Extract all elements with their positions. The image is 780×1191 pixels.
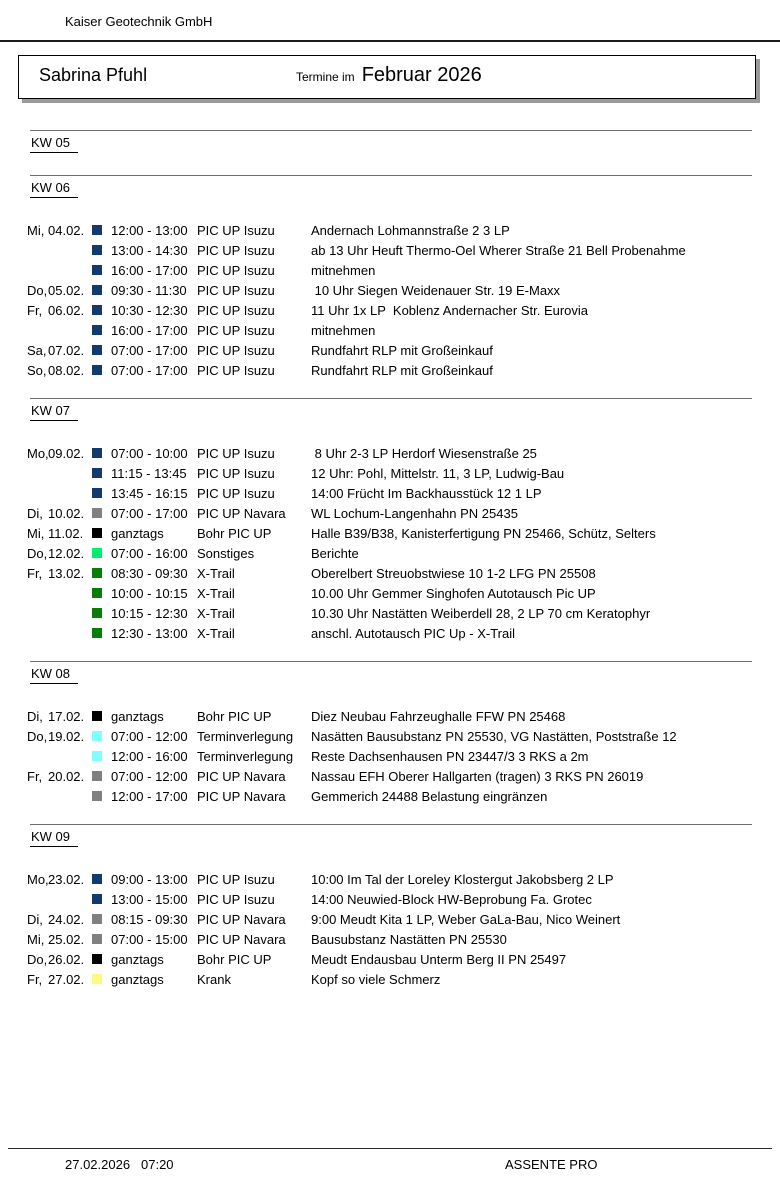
entry-color-cell <box>92 508 111 518</box>
entry-description: 9:00 Meudt Kita 1 LP, Weber GaLa-Bau, Nico Weinert <box>311 911 621 927</box>
entry-time: 10:30 - 12:30 <box>111 302 188 318</box>
entry-color-cell <box>92 245 111 255</box>
entry-description: 11 Uhr 1x LP Koblenz Andernacher Str. Eurovia <box>311 302 589 318</box>
entry-description: 10.30 Uhr Nastätten Weiberdell 28, 2 LP 70 cm Keratophyr <box>311 605 651 621</box>
schedule-row <box>27 969 752 989</box>
category-color-icon <box>92 365 102 375</box>
entry-date: 19.02. <box>48 728 85 744</box>
category-color-icon <box>92 285 102 295</box>
week-label: KW 09 <box>30 829 78 847</box>
entry-time: 12:00 - 17:00 <box>111 788 188 804</box>
week-label: KW 06 <box>30 180 78 198</box>
week-label: KW 07 <box>30 403 78 421</box>
schedule-row <box>27 320 752 340</box>
entry-color-cell <box>92 628 111 638</box>
entry-description: Oberelbert Streuobstwiese 10 1-2 LFG PN 25508 <box>311 565 596 581</box>
schedule-row <box>27 869 752 889</box>
category-color-icon <box>92 751 102 761</box>
entry-date: 23.02. <box>48 871 85 887</box>
entry-description: Meudt Endausbau Unterm Berg II PN 25497 <box>311 951 567 967</box>
entry-time: 08:30 - 09:30 <box>111 565 188 581</box>
entry-time: 16:00 - 17:00 <box>111 322 188 338</box>
entry-description: 10.00 Uhr Gemmer Singhofen Autotausch Pic UP <box>311 585 596 601</box>
entry-day: So, <box>27 362 47 378</box>
schedule-row <box>27 340 752 360</box>
entry-time: 10:00 - 10:15 <box>111 585 188 601</box>
schedule-row <box>27 360 752 380</box>
entry-color-cell <box>92 468 111 478</box>
entry-category: Sonstiges <box>197 545 255 561</box>
entry-category: PIC UP Isuzu <box>197 485 275 501</box>
entry-category: PIC UP Isuzu <box>197 302 275 318</box>
week-divider <box>30 824 752 825</box>
entry-description: Nassau EFH Oberer Hallgarten (tragen) 3 RKS PN 26019 <box>311 768 644 784</box>
entry-category: PIC UP Isuzu <box>197 322 275 338</box>
entry-day: Di, <box>27 708 43 724</box>
category-color-icon <box>92 771 102 781</box>
entry-date: 09.02. <box>48 445 85 461</box>
week-section <box>27 398 752 643</box>
week-label: KW 08 <box>30 666 78 684</box>
entry-time: 07:00 - 17:00 <box>111 362 188 378</box>
entry-date: 04.02. <box>48 222 85 238</box>
entry-time: 13:00 - 14:30 <box>111 242 188 258</box>
entry-time: 09:30 - 11:30 <box>111 282 187 298</box>
schedule-row <box>27 240 752 260</box>
entry-description: 12 Uhr: Pohl, Mittelstr. 11, 3 LP, Ludwig-Bau <box>311 465 565 481</box>
week-rows <box>27 706 752 806</box>
schedule-row <box>27 300 752 320</box>
title-month: Februar 2026 <box>361 64 482 86</box>
category-color-icon <box>92 265 102 275</box>
week-section <box>27 175 752 380</box>
entry-time: 11:15 - 13:45 <box>111 465 187 481</box>
entry-category: PIC UP Isuzu <box>197 445 275 461</box>
schedule-row <box>27 503 752 523</box>
entry-color-cell <box>92 751 111 761</box>
entry-category: PIC UP Isuzu <box>197 222 275 238</box>
schedule-row <box>27 583 752 603</box>
entry-color-cell <box>92 265 111 275</box>
entry-date: 10.02. <box>48 505 85 521</box>
entry-description: Halle B39/B38, Kanisterfertigung PN 25466, Schütz, Selters <box>311 525 656 541</box>
schedule-row <box>27 463 752 483</box>
entry-color-cell <box>92 954 111 964</box>
entry-description: anschl. Autotausch PIC Up - X-Trail <box>311 625 515 641</box>
entry-color-cell <box>92 731 111 741</box>
entry-time: 07:00 - 12:00 <box>111 768 188 784</box>
entry-date: 13.02. <box>48 565 85 581</box>
week-divider <box>30 175 752 176</box>
entry-time: 13:00 - 15:00 <box>111 891 188 907</box>
entry-day: Do, <box>27 545 48 561</box>
entry-day: Mo, <box>27 871 49 887</box>
category-color-icon <box>92 954 102 964</box>
entry-day: Fr, <box>27 768 43 784</box>
print-date: 27.02.2026 <box>65 1157 131 1172</box>
entry-color-cell <box>92 791 111 801</box>
category-color-icon <box>92 325 102 335</box>
title-prefix: Termine im <box>296 70 355 84</box>
entry-category: PIC UP Isuzu <box>197 282 275 298</box>
entry-category: X-Trail <box>197 565 235 581</box>
category-color-icon <box>92 245 102 255</box>
week-section <box>27 130 752 153</box>
category-color-icon <box>92 934 102 944</box>
entry-description: Rundfahrt RLP mit Großeinkauf <box>311 362 493 378</box>
entry-color-cell <box>92 528 111 538</box>
entry-color-cell <box>92 934 111 944</box>
entry-category: PIC UP Navara <box>197 911 286 927</box>
category-color-icon <box>92 731 102 741</box>
entry-category: Bohr PIC UP <box>197 708 272 724</box>
entry-description: Reste Dachsenhausen PN 23447/3 3 RKS a 2m <box>311 748 589 764</box>
entry-color-cell <box>92 305 111 315</box>
category-color-icon <box>92 568 102 578</box>
entry-color-cell <box>92 974 111 984</box>
schedule-row <box>27 260 752 280</box>
entry-date: 25.02. <box>48 931 85 947</box>
entry-time: 07:00 - 10:00 <box>111 445 188 461</box>
entry-time: 07:00 - 15:00 <box>111 931 188 947</box>
entry-color-cell <box>92 771 111 781</box>
category-color-icon <box>92 914 102 924</box>
schedule-row <box>27 483 752 503</box>
schedule-row <box>27 949 752 969</box>
schedule-row <box>27 929 752 949</box>
category-color-icon <box>92 608 102 618</box>
entry-time: ganztags <box>111 971 164 987</box>
entry-description: Bausubstanz Nastätten PN 25530 <box>311 931 507 947</box>
category-color-icon <box>92 225 102 235</box>
entry-color-cell <box>92 588 111 598</box>
entry-date: 07.02. <box>48 342 85 358</box>
entry-category: PIC UP Navara <box>197 788 286 804</box>
week-section <box>27 824 752 989</box>
category-color-icon <box>92 305 102 315</box>
entry-color-cell <box>92 448 111 458</box>
entry-day: Mi, <box>27 222 45 238</box>
entry-description: Rundfahrt RLP mit Großeinkauf <box>311 342 493 358</box>
entry-date: 27.02. <box>48 971 85 987</box>
print-time: 07:20 <box>141 1157 174 1172</box>
entry-description: WL Lochum-Langenhahn PN 25435 <box>311 505 518 521</box>
title-box <box>18 55 756 99</box>
entry-category: PIC UP Isuzu <box>197 871 275 887</box>
entry-category: PIC UP Navara <box>197 931 286 947</box>
entry-day: Fr, <box>27 971 43 987</box>
week-rows <box>27 869 752 989</box>
entry-date: 26.02. <box>48 951 85 967</box>
entry-day: Fr, <box>27 565 43 581</box>
entry-date: 11.02. <box>48 525 84 541</box>
entry-category: PIC UP Isuzu <box>197 342 275 358</box>
category-color-icon <box>92 488 102 498</box>
entry-description: Berichte <box>311 545 359 561</box>
schedule-weeks <box>0 130 780 989</box>
category-color-icon <box>92 974 102 984</box>
entry-time: 10:15 - 12:30 <box>111 605 188 621</box>
entry-description: 10 Uhr Siegen Weidenauer Str. 19 E-Maxx <box>311 282 561 298</box>
entry-color-cell <box>92 874 111 884</box>
entry-day: Do, <box>27 282 48 298</box>
entry-day: Mo, <box>27 445 49 461</box>
entry-color-cell <box>92 568 111 578</box>
entry-category: Bohr PIC UP <box>197 951 272 967</box>
header-rule <box>0 40 780 42</box>
week-divider <box>30 398 752 399</box>
entry-time: 07:00 - 16:00 <box>111 545 188 561</box>
category-color-icon <box>92 468 102 478</box>
category-color-icon <box>92 894 102 904</box>
entry-description: 8 Uhr 2-3 LP Herdorf Wiesenstraße 25 <box>311 445 537 461</box>
page-footer <box>0 1148 780 1172</box>
entry-category: Krank <box>197 971 231 987</box>
schedule-row <box>27 726 752 746</box>
schedule-row <box>27 543 752 563</box>
entry-category: Terminverlegung <box>197 748 294 764</box>
schedule-row <box>27 623 752 643</box>
entry-day: Di, <box>27 911 43 927</box>
entry-color-cell <box>92 894 111 904</box>
entry-date: 12.02. <box>48 545 85 561</box>
schedule-row <box>27 706 752 726</box>
week-rows <box>27 443 752 643</box>
entry-color-cell <box>92 345 111 355</box>
entry-time: 07:00 - 17:00 <box>111 505 188 521</box>
schedule-row <box>27 563 752 583</box>
entry-time: 13:45 - 16:15 <box>111 485 188 501</box>
entry-description: ab 13 Uhr Heuft Thermo-Oel Wherer Straße 21 Bell Probenahme <box>311 242 686 258</box>
entry-category: PIC UP Navara <box>197 768 286 784</box>
schedule-row <box>27 443 752 463</box>
entry-time: 16:00 - 17:00 <box>111 262 188 278</box>
entry-category: Terminverlegung <box>197 728 294 744</box>
week-label: KW 05 <box>30 135 78 153</box>
entry-day: Fr, <box>27 302 43 318</box>
entry-date: 06.02. <box>48 302 85 318</box>
entry-date: 17.02. <box>48 708 85 724</box>
entry-color-cell <box>92 225 111 235</box>
category-color-icon <box>92 711 102 721</box>
entry-time: ganztags <box>111 708 164 724</box>
category-color-icon <box>92 628 102 638</box>
person-name: Sabrina Pfuhl <box>39 65 148 85</box>
schedule-row <box>27 523 752 543</box>
entry-category: PIC UP Isuzu <box>197 891 275 907</box>
entry-day: Do, <box>27 728 48 744</box>
entry-color-cell <box>92 711 111 721</box>
schedule-row <box>27 786 752 806</box>
category-color-icon <box>92 345 102 355</box>
entry-date: 20.02. <box>48 768 85 784</box>
schedule-row <box>27 889 752 909</box>
entry-description: mitnehmen <box>311 322 376 338</box>
entry-date: 08.02. <box>48 362 85 378</box>
entry-day: Sa, <box>27 342 47 358</box>
category-color-icon <box>92 874 102 884</box>
schedule-row <box>27 766 752 786</box>
entry-color-cell <box>92 914 111 924</box>
entry-color-cell <box>92 488 111 498</box>
entry-time: ganztags <box>111 525 164 541</box>
category-color-icon <box>92 448 102 458</box>
footer-rule <box>8 1148 772 1149</box>
entry-description: Diez Neubau Fahrzeughalle FFW PN 25468 <box>311 708 566 724</box>
entry-time: 08:15 - 09:30 <box>111 911 188 927</box>
entry-time: ganztags <box>111 951 164 967</box>
category-color-icon <box>92 791 102 801</box>
entry-category: PIC UP Isuzu <box>197 362 275 378</box>
entry-description: 14:00 Neuwied-Block HW-Beprobung Fa. Grotec <box>311 891 592 907</box>
category-color-icon <box>92 588 102 598</box>
entry-category: Bohr PIC UP <box>197 525 272 541</box>
entry-color-cell <box>92 548 111 558</box>
category-color-icon <box>92 508 102 518</box>
week-rows <box>27 220 752 380</box>
schedule-row <box>27 909 752 929</box>
entry-date: 24.02. <box>48 911 85 927</box>
entry-description: Andernach Lohmannstraße 2 3 LP <box>311 222 510 238</box>
entry-description: 10:00 Im Tal der Loreley Klostergut Jakobsberg 2 LP <box>311 871 614 887</box>
entry-category: PIC UP Isuzu <box>197 262 275 278</box>
entry-description: mitnehmen <box>311 262 376 278</box>
entry-description: Nasätten Bausubstanz PN 25530, VG Nastätten, Poststraße 12 <box>311 728 677 744</box>
week-divider <box>30 130 752 131</box>
entry-category: PIC UP Isuzu <box>197 465 275 481</box>
entry-time: 09:00 - 13:00 <box>111 871 188 887</box>
entry-time: 12:00 - 13:00 <box>111 222 188 238</box>
entry-category: X-Trail <box>197 625 235 641</box>
entry-day: Do, <box>27 951 48 967</box>
entry-time: 12:00 - 16:00 <box>111 748 188 764</box>
entry-time: 07:00 - 12:00 <box>111 728 188 744</box>
company-name: Kaiser Geotechnik GmbH <box>65 14 213 29</box>
schedule-row <box>27 603 752 623</box>
entry-date: 05.02. <box>48 282 85 298</box>
week-section <box>27 661 752 806</box>
entry-category: X-Trail <box>197 605 235 621</box>
entry-color-cell <box>92 365 111 375</box>
schedule-row <box>27 280 752 300</box>
category-color-icon <box>92 528 102 538</box>
app-name: ASSENTE PRO <box>505 1157 598 1172</box>
entry-category: X-Trail <box>197 585 235 601</box>
entry-description: Gemmerich 24488 Belastung eingränzen <box>311 788 548 804</box>
schedule-row <box>27 746 752 766</box>
entry-category: PIC UP Isuzu <box>197 242 275 258</box>
schedule-row <box>27 220 752 240</box>
entry-time: 12:30 - 13:00 <box>111 625 188 641</box>
entry-time: 07:00 - 17:00 <box>111 342 188 358</box>
entry-day: Mi, <box>27 525 45 541</box>
entry-day: Mi, <box>27 931 45 947</box>
entry-description: Kopf so viele Schmerz <box>311 971 441 987</box>
week-divider <box>30 661 752 662</box>
entry-color-cell <box>92 325 111 335</box>
entry-color-cell <box>92 285 111 295</box>
entry-day: Di, <box>27 505 43 521</box>
category-color-icon <box>92 548 102 558</box>
entry-color-cell <box>92 608 111 618</box>
entry-description: 14:00 Frücht Im Backhausstück 12 1 LP <box>311 485 542 501</box>
entry-category: PIC UP Navara <box>197 505 286 521</box>
